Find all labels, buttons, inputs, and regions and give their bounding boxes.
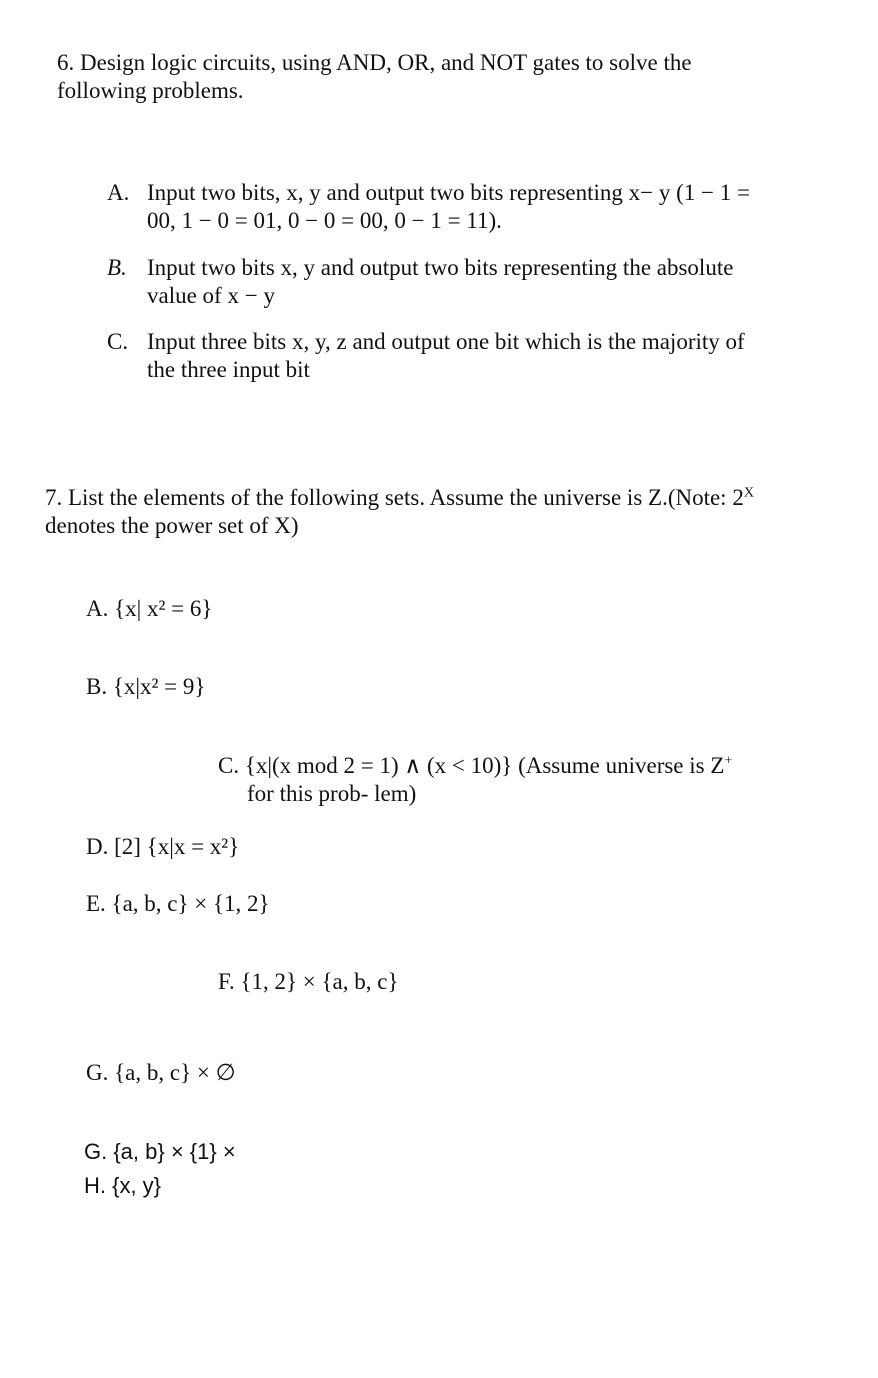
q6-item-b-line1: Input two bits x, y and output two bits representing the absolute xyxy=(147,255,734,280)
q7-heading-line2: denotes the power set of X) xyxy=(45,513,299,538)
q7-item-h: H. {x, y} xyxy=(84,1173,162,1198)
q7-heading-superscript: X xyxy=(743,485,754,501)
q6-item-a-line1: Input two bits, x, y and output two bits representing x− y (1 − 1 = xyxy=(147,180,750,205)
q7-item-c-superscript: + xyxy=(724,753,733,769)
q7-item-c-line2: for this prob- lem) xyxy=(247,781,417,806)
q6-heading-line2: following problems. xyxy=(57,78,244,103)
q7-item-c-line1 xyxy=(218,752,732,780)
q6-item-a-line2: 00, 1 − 0 = 01, 0 − 0 = 00, 0 − 1 = 11). xyxy=(147,208,502,233)
q6-item-c-line2: the three input bit xyxy=(147,357,310,382)
q7-item-a: A. {x| x² = 6} xyxy=(86,596,213,621)
q6-item-c xyxy=(107,328,745,384)
q7-item-g1: G. {a, b, c} × ∅ xyxy=(86,1060,236,1085)
q7-heading-text: 7. List the elements of the following sets. Assume the universe is Z.(Note: 2 xyxy=(45,485,744,510)
q7-item-b: B. {x|x² = 9} xyxy=(86,674,206,699)
q7-item-c xyxy=(218,752,732,808)
q7-heading-line1 xyxy=(45,484,754,512)
q7-item-f: F. {1, 2} × {a, b, c} xyxy=(218,969,399,994)
q7-item-c-text: C. {x|(x mod 2 = 1) ∧ (x < 10)} (Assume universe is Z xyxy=(218,753,725,778)
q6-heading xyxy=(57,49,692,105)
q7-item-d: D. [2] {x|x = x²} xyxy=(86,834,240,859)
q6-heading-line1: 6. Design logic circuits, using AND, OR, and NOT gates to solve the xyxy=(57,50,692,75)
q6-item-b-line2: value of x − y xyxy=(147,283,275,308)
q7-heading xyxy=(45,484,754,540)
q6-item-c-label: C. xyxy=(107,329,129,354)
q6-item-a-label: A. xyxy=(107,180,130,205)
q6-item-b-label: B. xyxy=(107,255,127,280)
q6-item-a xyxy=(107,179,750,235)
q6-item-b xyxy=(107,254,733,310)
q7-item-e: E. {a, b, c} × {1, 2} xyxy=(86,891,270,916)
q7-item-g2: G. {a, b} × {1} × xyxy=(84,1139,236,1164)
q6-item-c-line1: Input three bits x, y, z and output one bit which is the majority of xyxy=(147,329,745,354)
